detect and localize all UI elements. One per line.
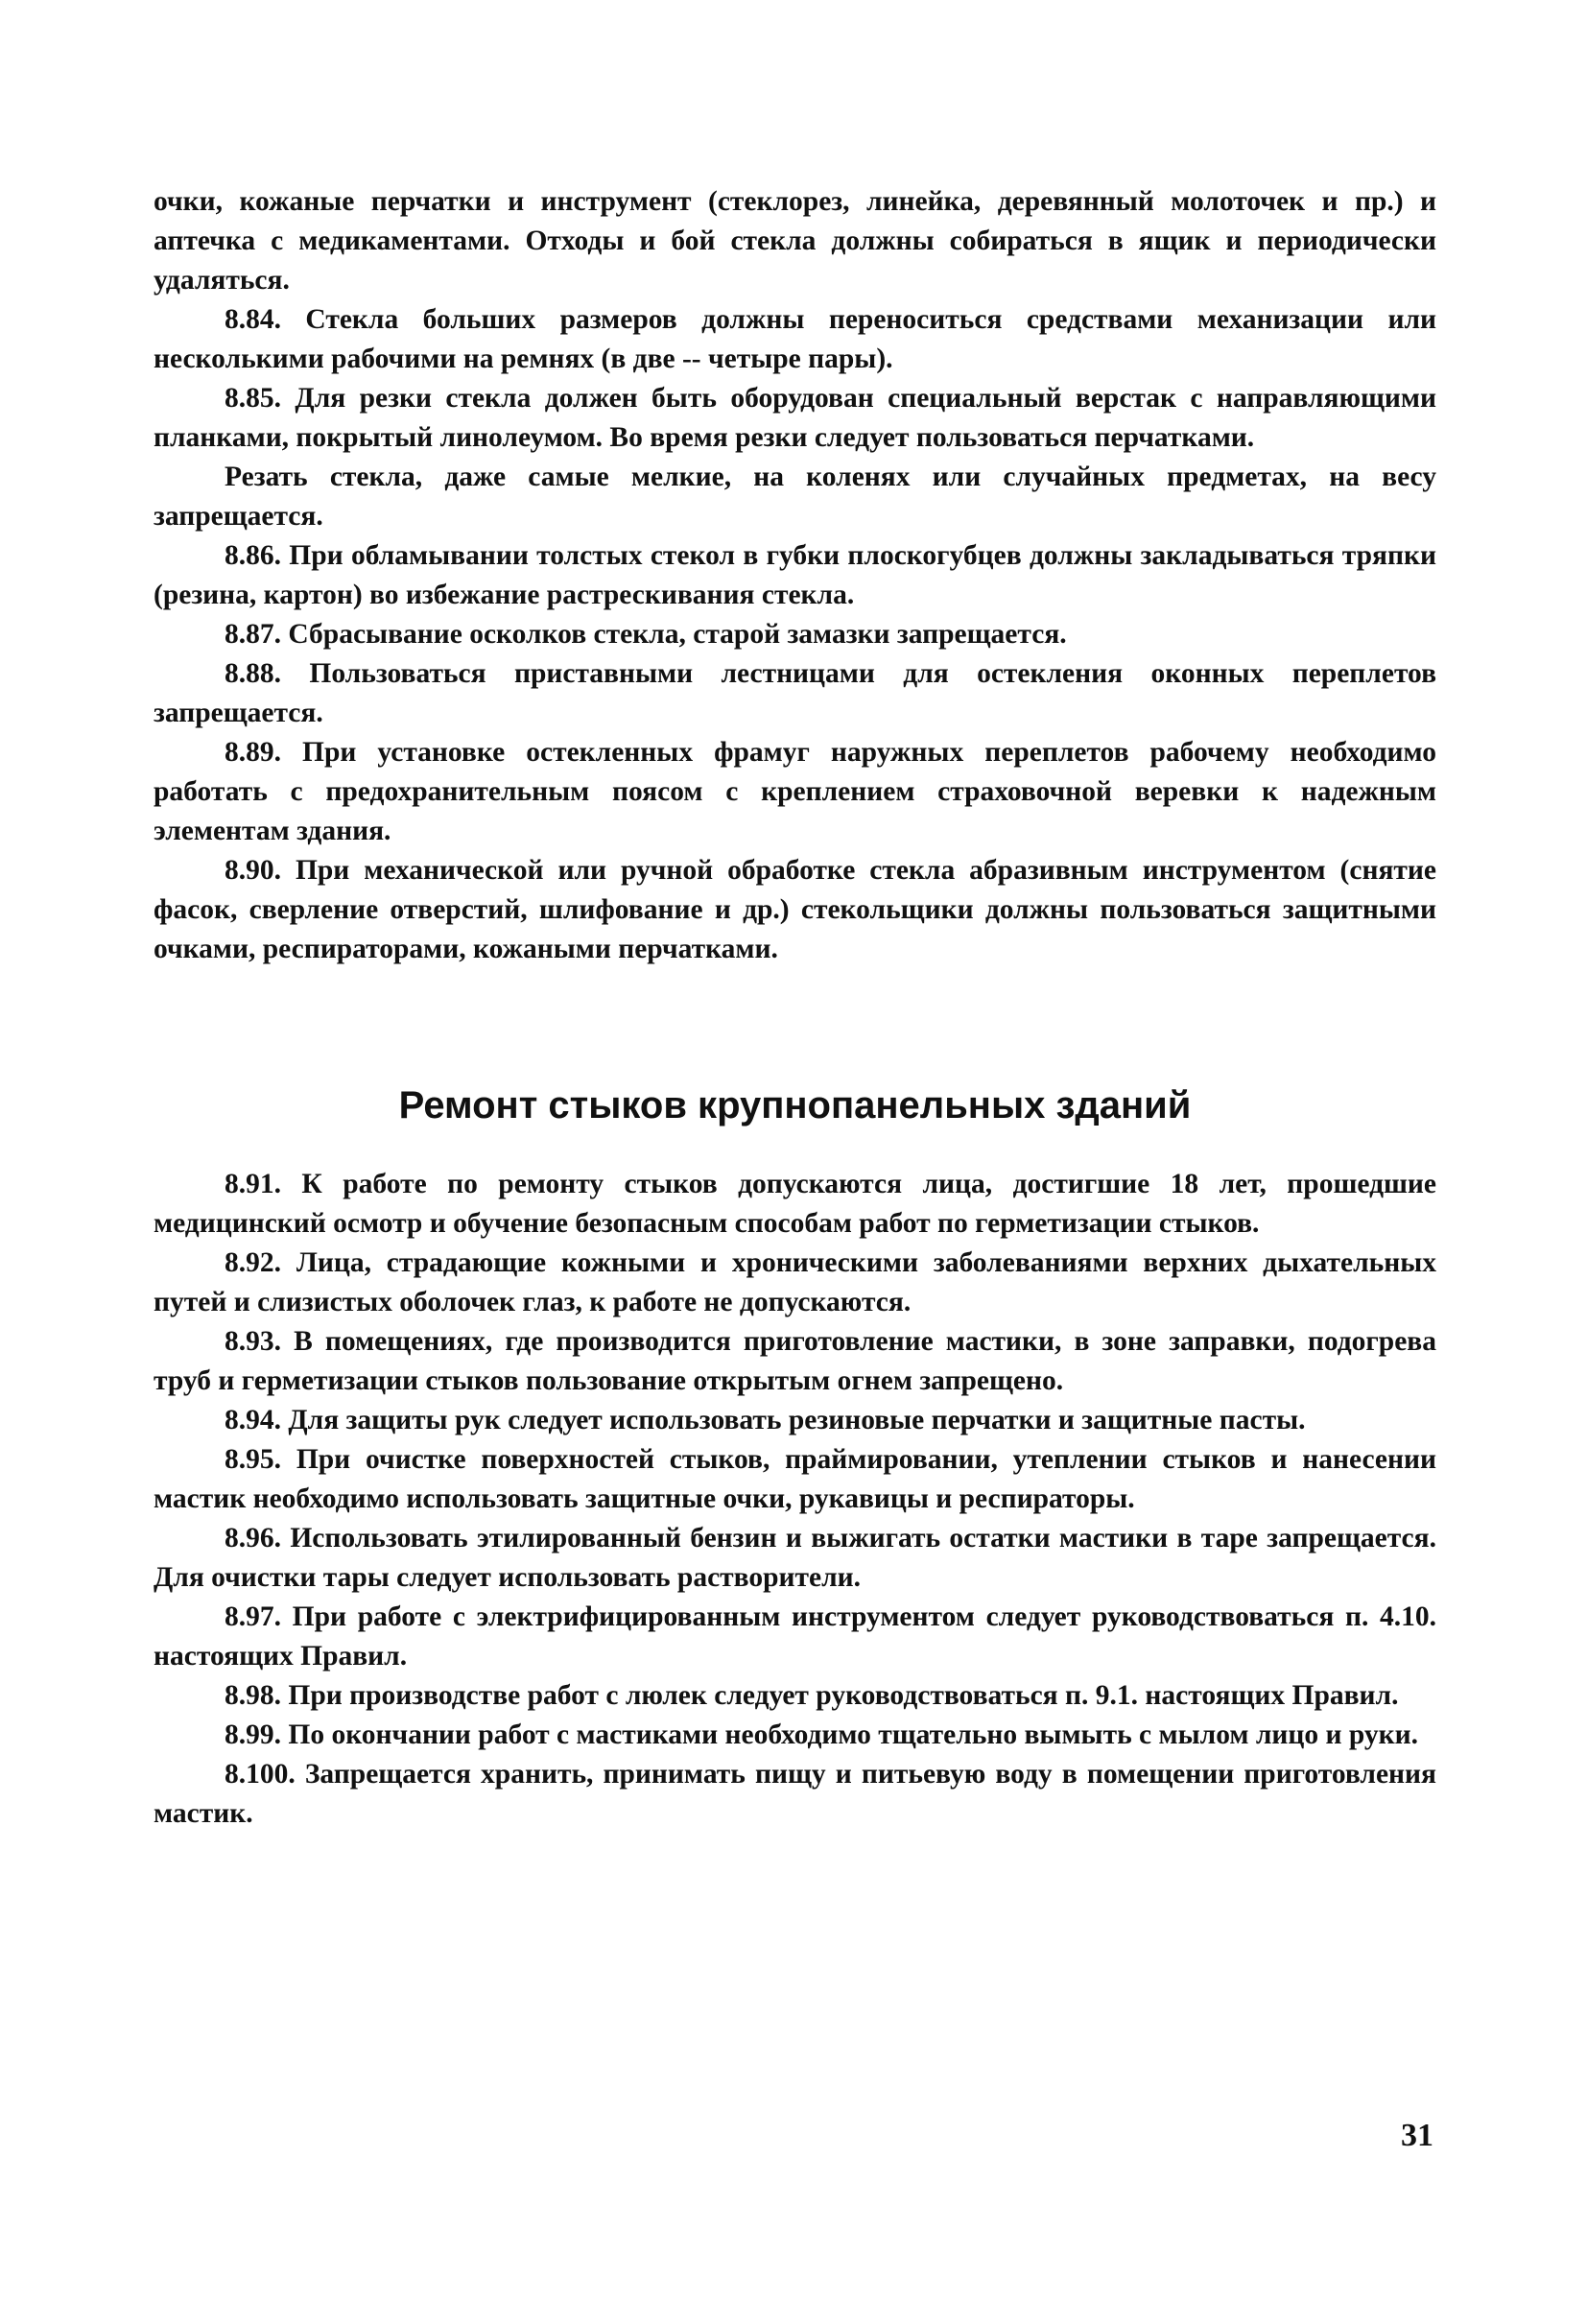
paragraph-8-86: 8.86. При обламывании толстых стекол в губки плоскогубцев должны закладываться тряпки (резина, картон) во избежание растрескивания стекла. bbox=[154, 540, 1436, 610]
page-number: 31 bbox=[1401, 2118, 1433, 2153]
paragraph-8-92: 8.92. Лица, страдающие кожными и хроническими заболеваниями верхних дыхательных путей и слизистых оболочек глаз, к работе не допускаются. bbox=[154, 1247, 1436, 1317]
paragraph-8-100: 8.100. Запрещается хранить, принимать пищу и питьевую воду в помещении приготовления мастик. bbox=[154, 1759, 1436, 1829]
paragraph-continuation: очки, кожаные перчатки и инструмент (стеклорез, линейка, деревянный молоточек и пр.) и аптечка с медикаментами. Отходы и бой стекла должны собираться в ящик и периодически удаляться. bbox=[154, 186, 1436, 296]
paragraph-8-95: 8.95. При очистке поверхностей стыков, праймировании, утеплении стыков и нанесении мастик необходимо использовать защитные очки, рукавицы и респираторы. bbox=[154, 1444, 1436, 1514]
paragraph-8-85: 8.85. Для резки стекла должен быть оборудован специальный верстак с направляющими планками, покрытый линолеумом. Во время резки следует пользоваться перчатками. bbox=[154, 383, 1436, 453]
paragraph-8-91: 8.91. К работе по ремонту стыков допускаются лица, достигшие 18 лет, прошедшие медицинский осмотр и обучение безопасным способам работ по герметизации стыков. bbox=[154, 1169, 1436, 1239]
paragraph-8-93: 8.93. В помещениях, где производится приготовление мастики, в зоне заправки, подогрева труб и герметизации стыков пользование открытым огнем запрещено. bbox=[154, 1326, 1436, 1396]
top-text-block bbox=[154, 182, 1436, 969]
paragraph-8-88: 8.88. Пользоваться приставными лестницами для остекления оконных переплетов запрещается. bbox=[154, 658, 1436, 728]
paragraph-8-97: 8.97. При работе с электрифицированным инструментом следует руководствоваться п. 4.10. настоящих Правил. bbox=[154, 1601, 1436, 1672]
paragraph-8-98: 8.98. При производстве работ с люлек следует руководствоваться п. 9.1. настоящих Правил. bbox=[225, 1680, 1399, 1711]
paragraph-8-94: 8.94. Для защиты рук следует использовать резиновые перчатки и защитные пасты. bbox=[225, 1405, 1306, 1435]
paragraph-8-99: 8.99. По окончании работ с мастиками необходимо тщательно вымыть с мылом лицо и руки. bbox=[225, 1719, 1419, 1750]
paragraph-8-84: 8.84. Стекла больших размеров должны переноситься средствами механизации или несколькими рабочими на ремнях (в две -- четыре пары). bbox=[154, 304, 1436, 374]
paragraph-cutting-note: Резать стекла, даже самые мелкие, на коленях или случайных предметах, на весу запрещается. bbox=[154, 462, 1436, 532]
paragraph-8-96: 8.96. Использовать этилированный бензин и выжигать остатки мастики в таре запрещается. Для очистки тары следует использовать растворители. bbox=[154, 1523, 1436, 1593]
section-heading: Ремонт стыков крупнопанельных зданий bbox=[398, 1084, 1192, 1126]
bottom-text-block bbox=[154, 1165, 1436, 1834]
paragraph-8-90: 8.90. При механической или ручной обработке стекла абразивным инструментом (снятие фасок, сверление отверстий, шлифование и др.) стекольщики должны пользоваться защитными очками, респираторами, кожаными перчатками. bbox=[154, 855, 1436, 964]
paragraph-8-87: 8.87. Сбрасывание осколков стекла, старой замазки запрещается. bbox=[225, 619, 1067, 650]
paragraph-8-89: 8.89. При установке остекленных фрамуг наружных переплетов рабочему необходимо работать с предохранительным поясом с креплением страховочной веревки к надежным элементам здания. bbox=[154, 737, 1436, 846]
